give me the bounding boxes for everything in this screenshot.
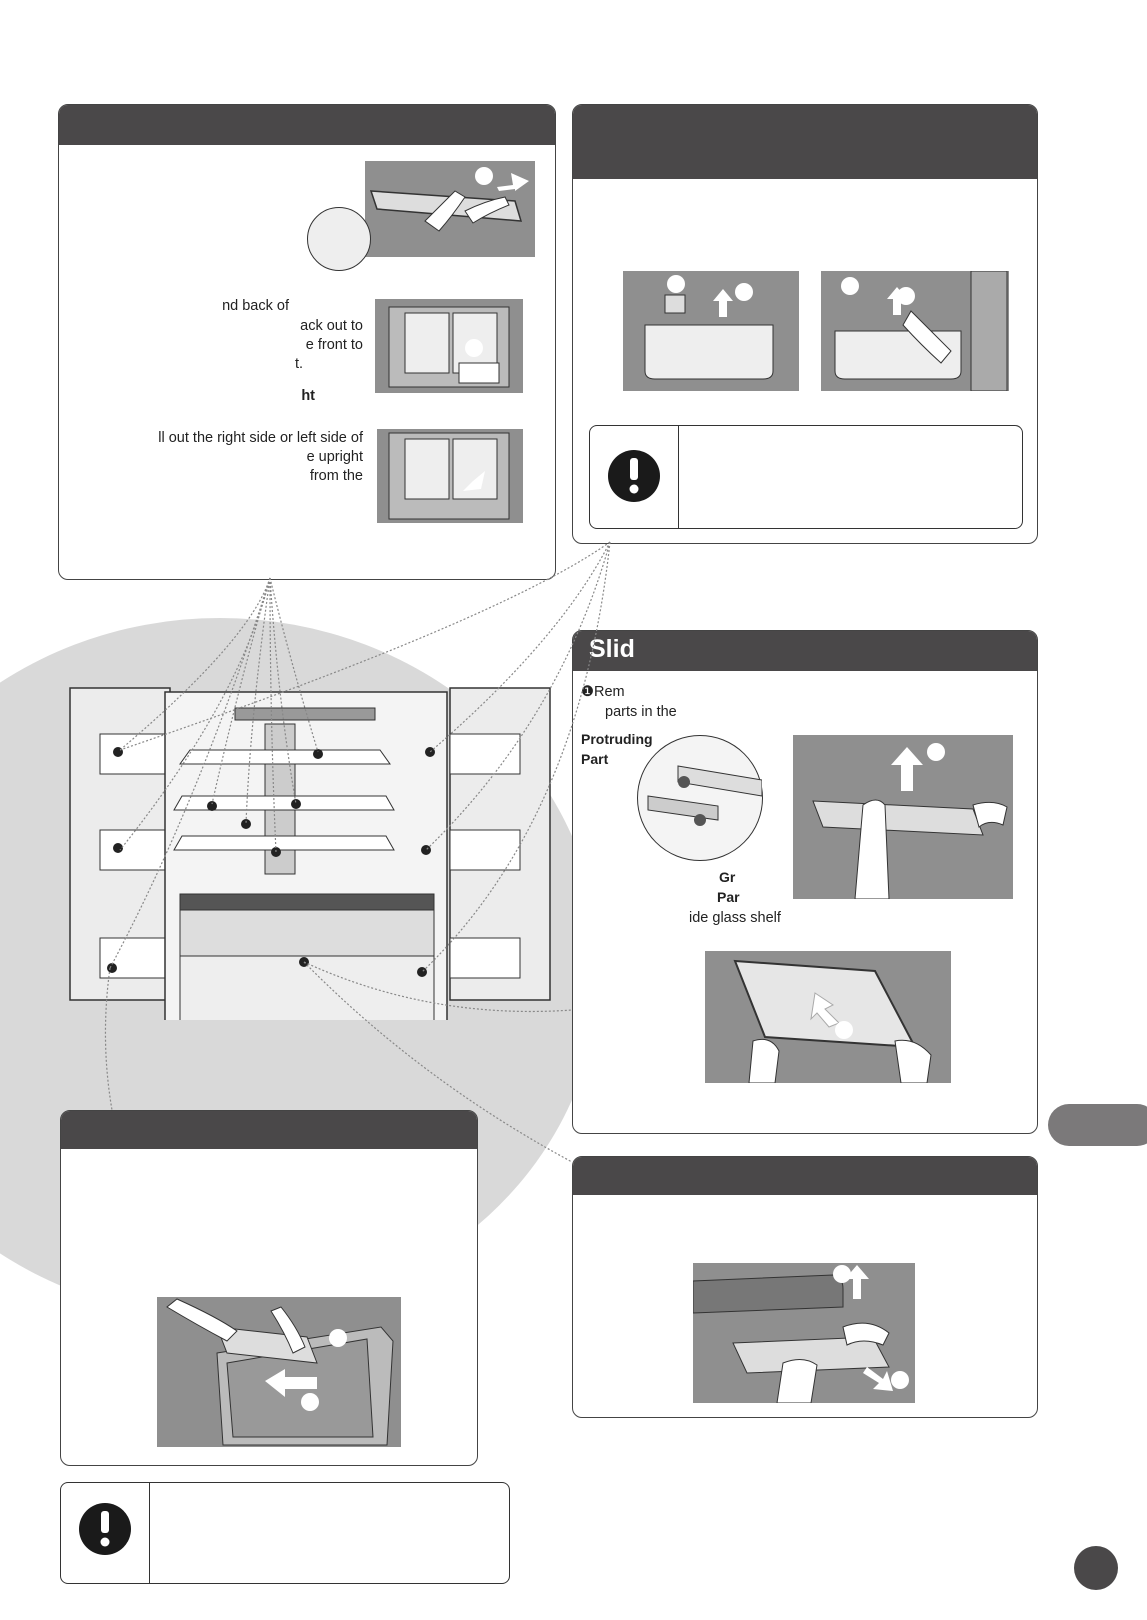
panel-title: Slid <box>589 635 635 663</box>
instruction-fragment: nd back of <box>222 298 289 314</box>
instruction-fragment: e upright <box>306 449 363 465</box>
page-number-badge <box>1074 1546 1118 1590</box>
instruction-fragment: e front to <box>305 337 363 353</box>
instruction-fragment: t. <box>294 356 303 372</box>
label-line: Gr <box>719 869 736 885</box>
number-1-badge-icon: ❶ <box>581 684 594 700</box>
section-side-tab <box>1048 1104 1147 1146</box>
step-text-line-2: parts in the <box>605 704 677 720</box>
instruction-fragment: from the <box>309 468 363 484</box>
step-2-text: ide glass shelf <box>689 910 781 926</box>
instruction-fragment: ll out the right side or left side of <box>158 430 363 446</box>
instruction-fragment: ack out to <box>300 318 363 334</box>
label-line: Par <box>717 889 740 905</box>
instruction-fragment: ht <box>301 388 315 404</box>
label-line: Protruding <box>581 731 653 747</box>
step-text-line-1: Rem <box>594 684 625 700</box>
label-line: Part <box>581 751 609 767</box>
